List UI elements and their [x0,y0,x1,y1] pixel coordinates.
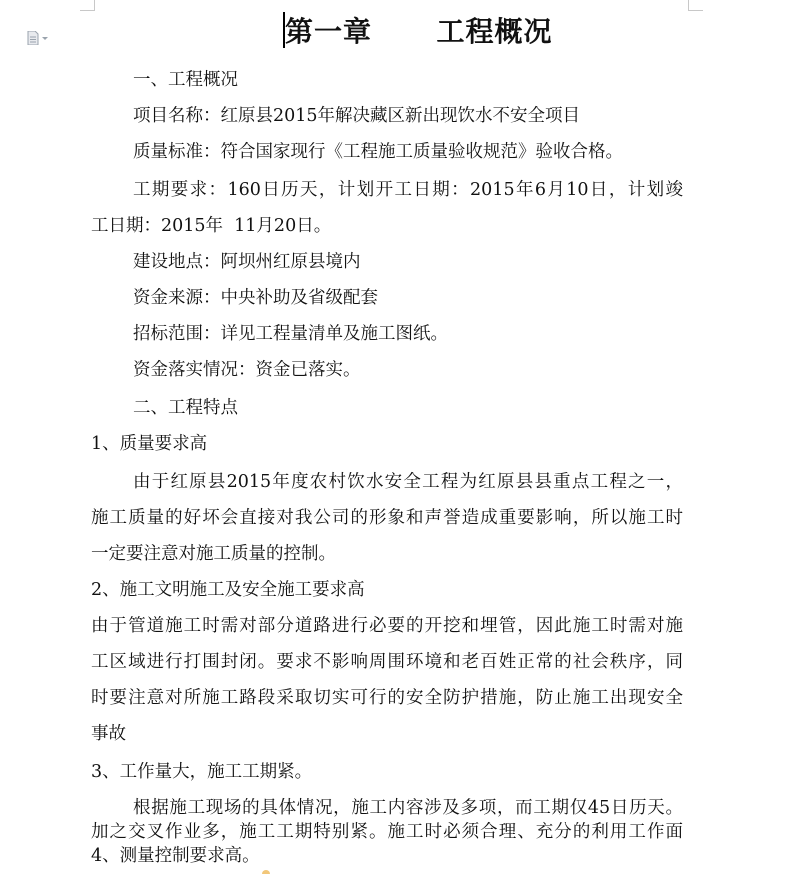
scroll-marker [262,870,270,874]
doc-line: 加之交叉作业多，施工工期特别紧。施工时必须合理、充分的利用工作面 [91,822,683,842]
doc-line: 1、质量要求高 [91,434,208,454]
doc-line: 建设地点：阿坝州红原县境内 [133,252,361,272]
doc-line: 一、工程概况 [133,70,238,90]
crop-mark-top-left [80,0,95,11]
doc-line: 工期要求：160日历天，计划开工日期：2015年6月10日，计划竣 [133,180,683,200]
doc-line: 时要注意对所施工路段采取切实可行的安全防护措施，防止施工出现安全 [91,688,683,708]
doc-line: 二、工程特点 [133,398,238,418]
doc-line: 事故 [91,724,126,744]
doc-line: 由于红原县2015年度农村饮水安全工程为红原县县重点工程之一， [133,472,683,492]
doc-line: 招标范围：详见工程量清单及施工图纸。 [133,324,448,344]
doc-line: 资金落实情况：资金已落实。 [133,360,361,380]
doc-line: 由于管道施工时需对部分道路进行必要的开挖和埋管，因此施工时需对施 [91,616,683,636]
doc-line: 3、工作量大，施工工期紧。 [91,762,313,782]
doc-line: 资金来源：中央补助及省级配套 [133,288,378,308]
doc-line: 工日期：2015年 11月20日。 [91,216,332,236]
doc-line: 2、施工文明施工及安全施工要求高 [91,580,365,600]
doc-line: 项目名称：红原县2015年解决藏区新出现饮水不安全项目 [133,106,581,126]
chapter-title: 第一章 工程概况 [285,15,553,48]
doc-line: 4、测量控制要求高。 [91,846,260,866]
document-icon[interactable] [26,30,50,44]
crop-mark-top-right [688,0,703,11]
doc-line: 工区域进行打围封闭。要求不影响周围环境和老百姓正常的社会秩序，同 [91,652,683,672]
doc-line: 根据施工现场的具体情况，施工内容涉及多项，而工期仅45日历天。 [133,798,683,818]
doc-line: 质量标准：符合国家现行《工程施工质量验收规范》验收合格。 [133,142,623,162]
doc-line: 施工质量的好坏会直接对我公司的形象和声誉造成重要影响，所以施工时 [91,508,683,528]
doc-line: 一定要注意对施工质量的控制。 [91,544,336,564]
